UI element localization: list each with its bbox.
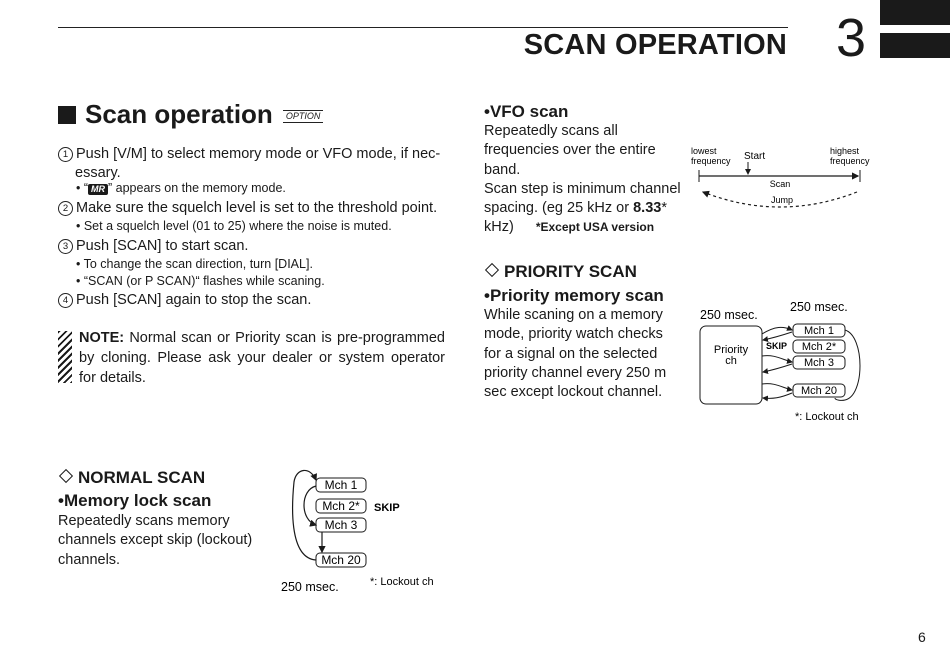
sub-note-flash: • “SCAN (or P SCAN)“ flashes while scaning. bbox=[76, 274, 325, 288]
note-block bbox=[79, 328, 445, 388]
text-line: band. bbox=[484, 161, 521, 178]
start-label: Start bbox=[744, 151, 766, 162]
chapter-tab-lower bbox=[880, 33, 950, 58]
sub-note-mr bbox=[76, 180, 286, 197]
channel-label: Mch 1 bbox=[804, 325, 834, 337]
text-line: frequencies over the entire bbox=[484, 142, 656, 159]
text-span: * bbox=[661, 200, 667, 217]
text-line: priority channel every 250 m bbox=[484, 364, 667, 381]
option-tag: OPTION bbox=[283, 110, 324, 123]
note-label: NOTE: bbox=[79, 330, 125, 346]
text-line: Scan step is minimum channel bbox=[484, 180, 681, 197]
priority-label: Priority bbox=[713, 344, 749, 356]
text-line: While scaning on a memory bbox=[484, 307, 663, 323]
mr-badge-icon: MR bbox=[88, 184, 108, 195]
channel-label: Mch 2* bbox=[801, 341, 837, 353]
sub-text: • “ bbox=[76, 181, 89, 195]
except-note: *Except USA version bbox=[535, 220, 655, 235]
step-2 bbox=[58, 199, 448, 218]
scan-label: Scan bbox=[769, 179, 791, 189]
section-title-text: Scan operation bbox=[85, 99, 273, 129]
step-number: 3 bbox=[58, 239, 73, 254]
step-text: Make sure the squelch level is set to the threshold point. bbox=[76, 200, 438, 216]
step-text: Push [V/M] to select memory mode or VFO mode, if nec- bbox=[76, 146, 441, 162]
step-text: Push [SCAN] again to stop the scan. bbox=[76, 292, 312, 308]
diamond-icon bbox=[485, 263, 499, 277]
chapter-number: 3 bbox=[836, 8, 867, 68]
text-line: Repeatedly scans all bbox=[484, 123, 618, 139]
lockout-note: *: Lockout ch bbox=[370, 576, 434, 588]
jump-label: Jump bbox=[770, 195, 794, 205]
msec-label-left: 250 msec. bbox=[700, 308, 758, 322]
priority-arrow bbox=[763, 393, 792, 398]
page-number: 6 bbox=[918, 629, 926, 645]
lockout-note: *: Lockout ch bbox=[795, 411, 859, 423]
text-line: mode, priority watch checks bbox=[484, 326, 663, 343]
sub-text: ” appears on the memory mode. bbox=[108, 181, 286, 195]
text-line bbox=[484, 218, 681, 237]
page-header-title: SCAN OPERATION bbox=[523, 29, 787, 61]
normal-scan-heading bbox=[58, 468, 205, 488]
memory-lock-scan-heading: •Memory lock scan bbox=[58, 491, 212, 510]
square-bullet-icon bbox=[58, 106, 76, 124]
priority-scan-diagram bbox=[695, 296, 875, 431]
msec-label: 250 msec. bbox=[281, 580, 339, 594]
text-bold: 8.33 bbox=[633, 200, 662, 217]
step-text: Push [SCAN] to start scan. bbox=[76, 238, 249, 254]
text-line: Repeatedly scans memory bbox=[58, 513, 230, 529]
note-hatch-icon bbox=[58, 331, 72, 383]
priority-label: ch bbox=[725, 355, 737, 367]
highest-label: frequency bbox=[830, 156, 870, 166]
step-3 bbox=[58, 237, 248, 256]
channel-label: Mch 1 bbox=[324, 478, 358, 492]
priority-arrow bbox=[763, 364, 792, 372]
priority-scan-text bbox=[484, 306, 666, 402]
text-line: channels except skip (lockout) bbox=[58, 532, 253, 549]
diamond-icon bbox=[59, 469, 73, 483]
vfo-scan-text bbox=[484, 122, 681, 238]
text-span: kHz) bbox=[484, 219, 514, 236]
vfo-scan-heading: •VFO scan bbox=[484, 102, 569, 121]
highest-label: highest bbox=[830, 146, 860, 156]
text-line: sec except lockout channel. bbox=[484, 384, 663, 401]
vfo-scan-diagram bbox=[685, 142, 875, 212]
note-text: Normal scan or Priority scan is pre-programmed by cloning. Please ask your dealer or system operator for details. bbox=[79, 330, 445, 386]
memory-lock-scan-diagram bbox=[270, 462, 450, 597]
msec-label-right: 250 msec. bbox=[790, 300, 848, 314]
priority-scan-heading bbox=[484, 262, 637, 282]
lowest-label: lowest bbox=[691, 146, 717, 156]
skip-label: SKIP bbox=[374, 502, 400, 514]
normal-scan-text bbox=[58, 512, 252, 570]
priority-arrow bbox=[763, 332, 792, 340]
channel-label: Mch 3 bbox=[324, 518, 358, 532]
header-rule bbox=[58, 27, 788, 28]
step-number: 1 bbox=[58, 147, 73, 162]
text-line: channels. bbox=[58, 551, 121, 568]
loop-arrow bbox=[293, 470, 316, 560]
priority-arrow bbox=[762, 384, 792, 390]
heading-text: NORMAL SCAN bbox=[78, 468, 206, 487]
text-line bbox=[484, 199, 681, 218]
priority-arrow bbox=[762, 356, 792, 362]
channel-label: Mch 20 bbox=[800, 385, 838, 397]
heading-text: PRIORITY SCAN bbox=[504, 262, 637, 281]
text-line: for a signal on the selected bbox=[484, 345, 658, 362]
step-number: 2 bbox=[58, 201, 73, 216]
skip-label: SKIP bbox=[766, 341, 788, 351]
channel-label: Mch 3 bbox=[804, 357, 834, 369]
section-title bbox=[58, 99, 323, 130]
channel-label: Mch 20 bbox=[321, 553, 361, 567]
lowest-label: frequency bbox=[691, 156, 731, 166]
step-number: 4 bbox=[58, 293, 73, 308]
step-1 bbox=[58, 145, 448, 164]
priority-memory-scan-heading: •Priority memory scan bbox=[484, 286, 664, 305]
sub-note-dial: • To change the scan direction, turn [DIAL]. bbox=[76, 257, 313, 271]
chapter-tab-upper bbox=[880, 0, 950, 25]
step-1-continued: essary. bbox=[75, 165, 121, 181]
sub-note-squelch: • Set a squelch level (01 to 25) where the noise is muted. bbox=[76, 219, 392, 233]
channel-label: Mch 2* bbox=[322, 499, 360, 513]
step-4 bbox=[58, 291, 311, 310]
skip-arrow bbox=[304, 486, 316, 525]
text-span: spacing. (eg 25 kHz or bbox=[484, 200, 634, 217]
